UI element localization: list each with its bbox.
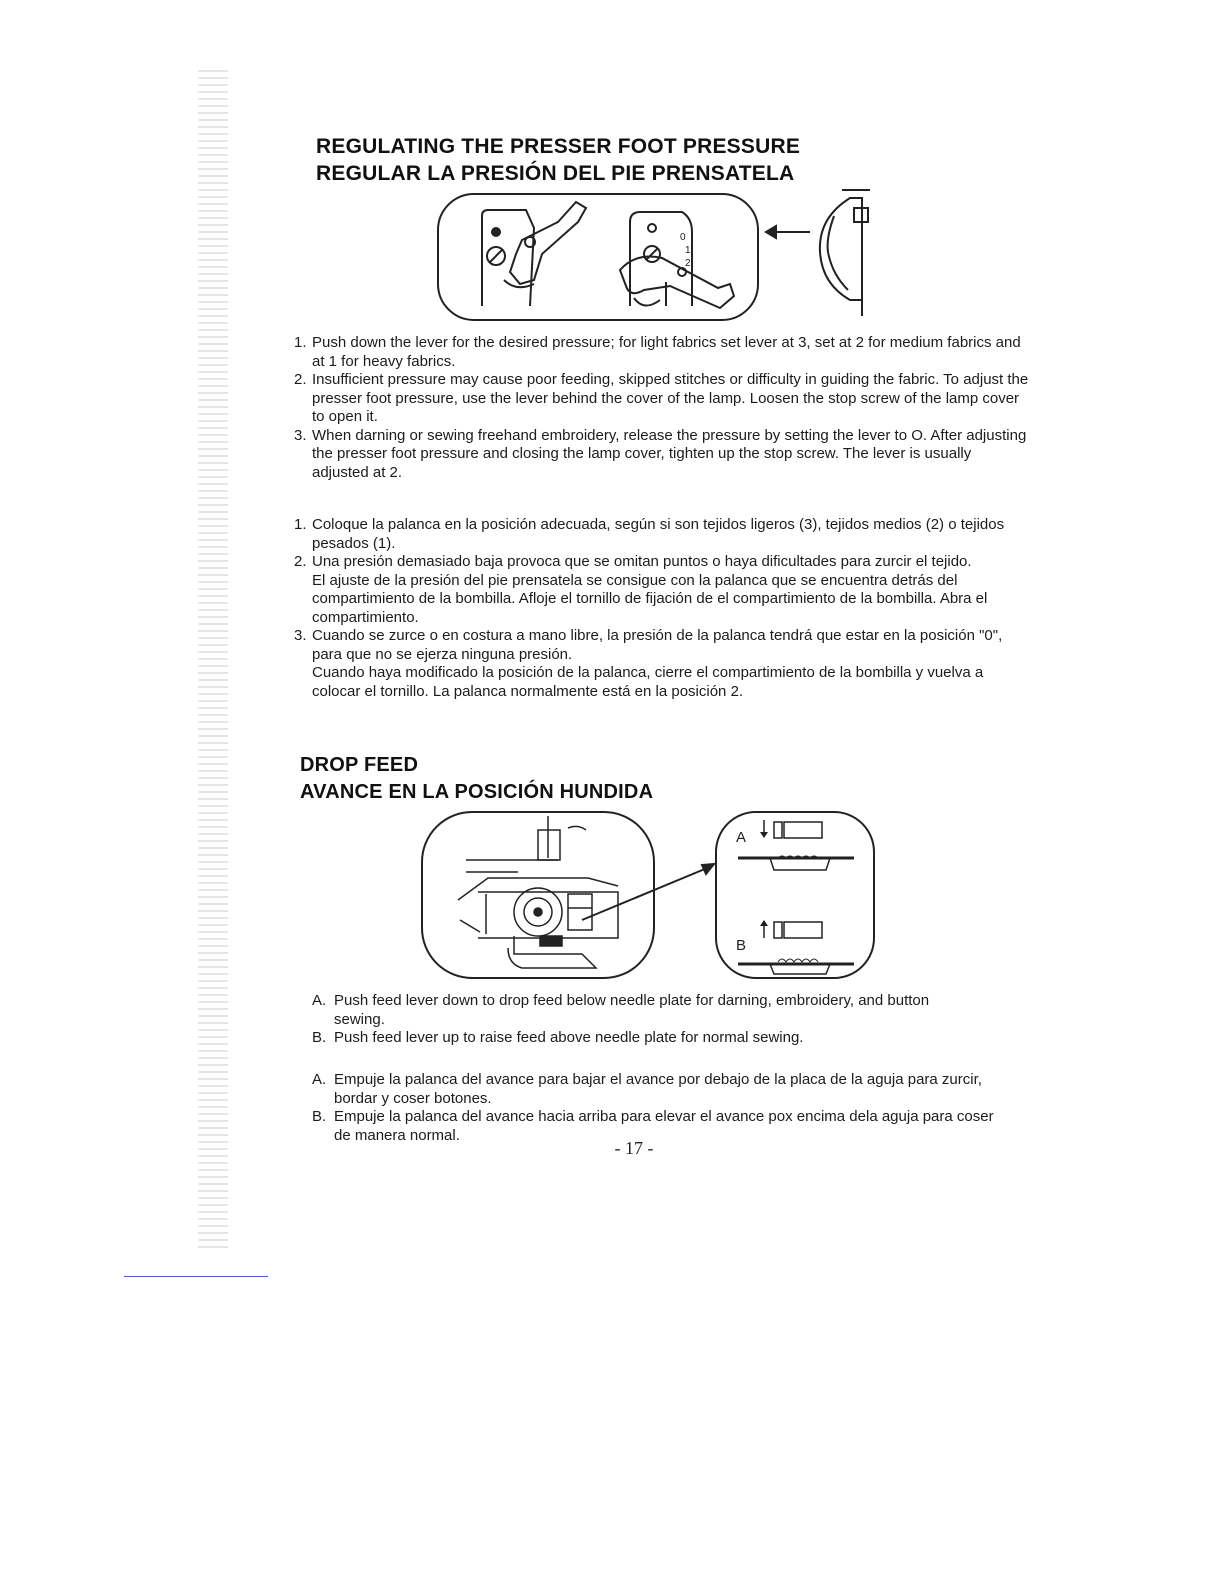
dial-label-1: 1	[685, 245, 691, 256]
list-item: B. Empuje la palanca del avance hacia arriba para elevar el avance pox encima dela aguja para coser de manera normal.	[312, 1108, 994, 1144]
lever-plate-right	[620, 212, 734, 308]
drop-feed-steps-es	[312, 1071, 1002, 1145]
list-item: 1. Coloque la palanca en la posición adecuada, según si son tejidos ligeros (3), tejidos medios (2) o tejidos pesados (1).	[294, 516, 1005, 552]
page-number: - 17 -	[614, 1138, 654, 1158]
dial-label-2: 2	[685, 258, 691, 269]
list-item: 2. Una presión demasiado baja provoca que se omitan puntos o haya dificultades para zurcir el tejido. El ajuste de la presión del pie prensatela se consigue con la palanca que se encuentra detrás del compartimiento de la bombilla. Afloje el tornillo de fijación de el compartimiento de la bombilla. Abra el compartimiento.	[294, 553, 988, 626]
list-item: A. Empuje la palanca del avance para bajar el avance por debajo de la placa de la aguja para zurcir, bordar y coser botones.	[312, 1071, 982, 1107]
footnote-separator	[124, 1276, 268, 1277]
presser-foot-steps-en	[294, 334, 1032, 482]
machine-bed-view	[458, 816, 618, 968]
presser-foot-steps-es	[294, 516, 1024, 701]
position-b-raised	[736, 920, 854, 974]
list-item: 2. Insufficient pressure may cause poor feeding, skipped stitches or difficulty in guiding the fabric. To adjust the presser foot pressure, use the lever behind the cover of the lamp. Loosen the stop screw of the lamp cover to open it.	[294, 371, 1029, 425]
label-b: B	[736, 937, 747, 954]
position-a-lowered	[736, 820, 854, 870]
heading-presser-foot-en: REGULATING THE PRESSER FOOT PRESSURE	[316, 135, 801, 158]
list-item: 1. Push down the lever for the desired pressure; for light fabrics set lever at 3, set at 2 for medium fabrics and at 1 for heavy fabrics.	[294, 334, 1021, 370]
arrow-left-icon	[766, 226, 810, 238]
machine-side-lamp-cover	[820, 190, 870, 316]
heading-presser-foot-es: REGULAR LA PRESIÓN DEL PIE PRENSATELA	[316, 162, 795, 185]
arrow-up-icon	[760, 920, 768, 926]
list-item: 3. Cuando se zurce o en costura a mano libre, la presión de la palanca tendrá que estar en la posición "0", para que no se ejerza ninguna presión. Cuando haya modificado la posición de la palanca, cierre el compartimiento de la bombilla y vuelva a colocar el tornillo. La palanca normalmente está en la posición 2.	[294, 627, 1003, 700]
heading-drop-feed-es: AVANCE EN LA POSICIÓN HUNDIDA	[300, 781, 654, 803]
lever-plate-left	[482, 202, 586, 306]
presser-foot-lever-figure	[430, 188, 890, 338]
list-item: A. Push feed lever down to drop feed below needle plate for darning, embroidery, and button sewing.	[312, 992, 930, 1028]
scan-binding-edge	[198, 70, 228, 1250]
arrow-down-icon	[760, 832, 768, 838]
figure-frame	[438, 194, 758, 320]
list-item: 3. When darning or sewing freehand embroidery, release the pressure by setting the lever to O. After adjusting the presser foot pressure and closing the lamp cover, tighten up the stop screw. The lever is usually adjusted at 2.	[294, 426, 1027, 481]
drop-feed-steps-en	[312, 992, 968, 1048]
label-a: A	[736, 829, 747, 846]
drop-feed-figure	[418, 808, 888, 984]
dial-label-0: 0	[680, 232, 686, 243]
list-item: B. Push feed lever up to raise feed above needle plate for normal sewing.	[312, 1029, 804, 1046]
heading-drop-feed-en: DROP FEED	[300, 754, 419, 776]
